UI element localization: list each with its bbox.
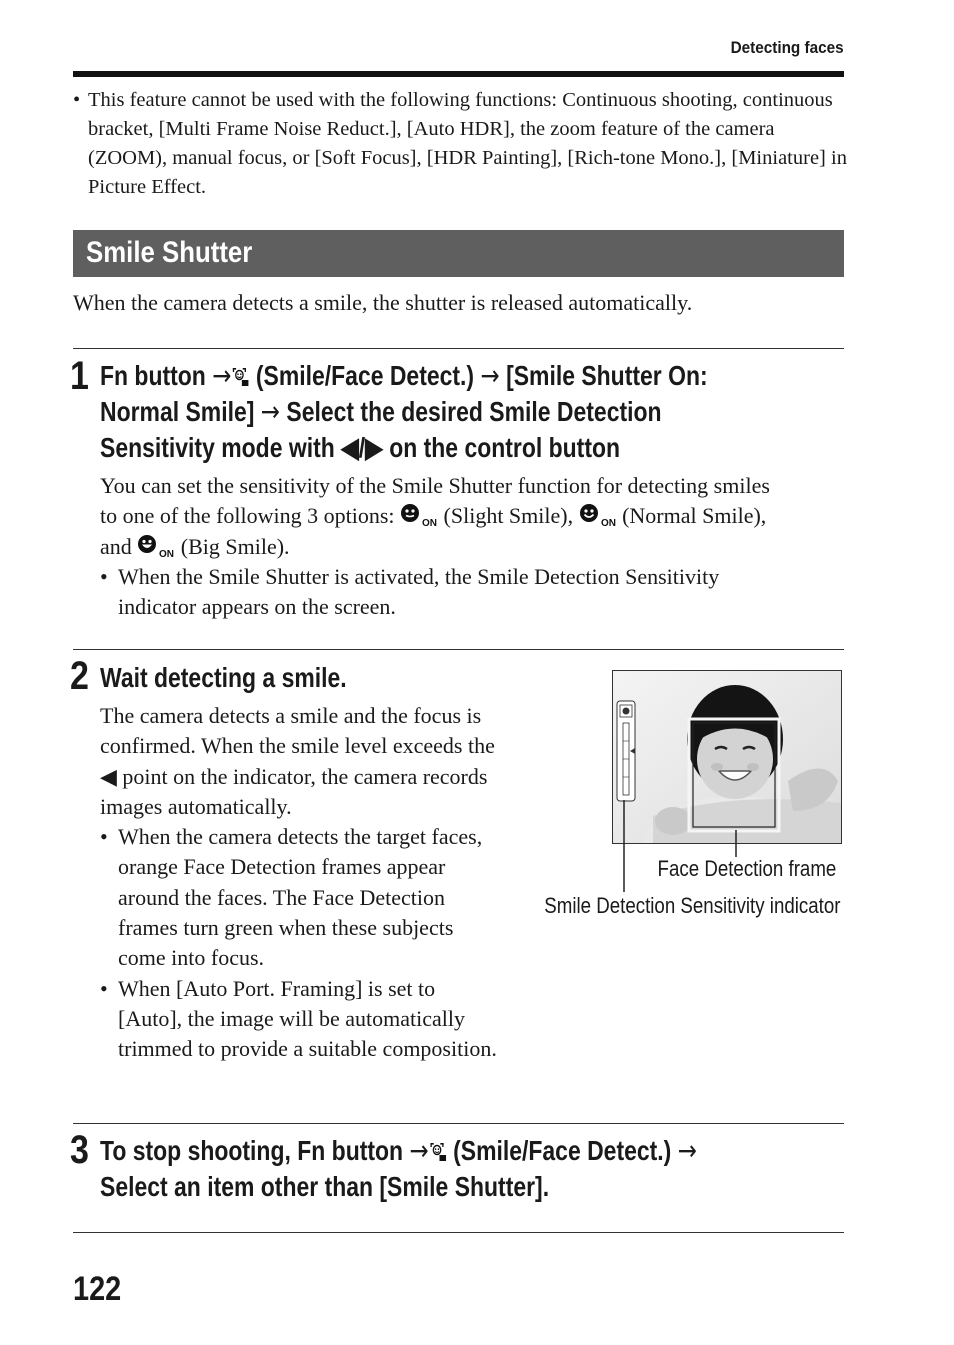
slight-smile-icon (400, 503, 438, 527)
step-1-heading (100, 358, 708, 466)
running-header: Detecting faces (730, 38, 844, 57)
step-2-bullet-2 (100, 974, 500, 1065)
step-1-body (100, 471, 848, 622)
smile-face-detect-icon (231, 366, 249, 388)
step-2-paragraph: The camera detects a smile and the focus is confirmed. When the smile level exceeds the ◀ point on the indicator, the camera records images automatically. (100, 703, 495, 819)
step-3-number: 3 (70, 1128, 89, 1172)
caption-leader-lines (600, 800, 760, 900)
intro-bullet (73, 86, 848, 202)
arrow-icon: → (480, 359, 500, 392)
step-3-heading-line-2: Select an item other than [Smile Shutter]. (100, 1171, 550, 1202)
normal-smile-icon (579, 503, 617, 527)
bullet-mark: • (100, 824, 108, 850)
step-1-body-line-3: and ON (Big Smile). (100, 533, 290, 559)
arrow-icon: → (677, 1134, 697, 1167)
step-2-body (100, 701, 500, 1065)
arrow-icon: → (260, 395, 281, 428)
step-1-body-line-1: You can set the sensitivity of the Smile Shutter function for detecting smiles (100, 473, 770, 498)
step-1-body-line-2: to one of the following 3 options: ON (Slight Smile), ON (Normal Smile), (100, 503, 767, 529)
divider (73, 1123, 844, 1124)
step-2-bullet-1 (100, 822, 500, 973)
page-number: 122 (73, 1270, 122, 1308)
face-detection-frame-caption: Face Detection frame (657, 856, 836, 881)
step-1-bullet (100, 562, 848, 623)
step-2-number: 2 (70, 654, 89, 698)
divider (73, 1232, 844, 1233)
arrow-icon: → (212, 359, 232, 392)
divider (73, 348, 844, 349)
step-1-heading-line-3: Sensitivity mode with ◀/▶ on the control button (100, 432, 621, 463)
svg-text:ON: ON (159, 548, 175, 558)
header-rule (73, 71, 844, 77)
step-2-bullet-2-text: When [Auto Port. Framing] is set to [Auto], the image will be automatically trimmed to provide a suitable composition. (118, 975, 497, 1062)
section-lead: When the camera detects a smile, the shutter is released automatically. (73, 290, 693, 315)
step-3-heading (100, 1133, 697, 1205)
svg-text:ON: ON (422, 518, 438, 528)
bullet-mark: • (100, 563, 108, 589)
step-1-heading-line-1: Fn button → (Smile/Face Detect.) → [Smile Shutter On: (100, 359, 708, 392)
step-1-number: 1 (70, 354, 89, 398)
intro-text: This feature cannot be used with the following functions: Continuous shooting, continuous bracket, [Multi Frame Noise Reduct.], [Auto HDR], the zoom feature of the camera (ZOOM), manual focus, or [Soft Focus], [HDR Painting], [Rich-tone Mono.], [Miniature] in Picture Effect. (88, 89, 847, 198)
section-bar (73, 230, 844, 277)
svg-text:ON: ON (600, 518, 616, 528)
step-2-heading: Wait detecting a smile. (100, 662, 347, 693)
step-3-heading-line-1: To stop shooting, Fn button → (Smile/Face Detect.) → (100, 1134, 697, 1167)
smile-indicator-caption: Smile Detection Sensitivity indicator (543, 893, 840, 918)
bullet-mark: • (100, 975, 108, 1001)
step-1-bullet-text: When the Smile Shutter is activated, the Smile Detection Sensitivity indicator appears on the screen. (118, 563, 720, 620)
bullet-mark: • (73, 89, 81, 111)
section-title: Smile Shutter (86, 236, 253, 269)
step-1-heading-line-2: Normal Smile] → Select the desired Smile Detection (100, 395, 662, 428)
step-2-bullet-1-text: When the camera detects the target faces, orange Face Detection frames appear around the faces. The Face Detection frames turn green when these subjects come into focus. (118, 824, 483, 971)
arrow-icon: → (409, 1134, 429, 1167)
divider (73, 649, 844, 650)
smile-face-detect-icon (429, 1141, 447, 1163)
big-smile-icon (137, 534, 175, 558)
intro-note (73, 86, 848, 202)
